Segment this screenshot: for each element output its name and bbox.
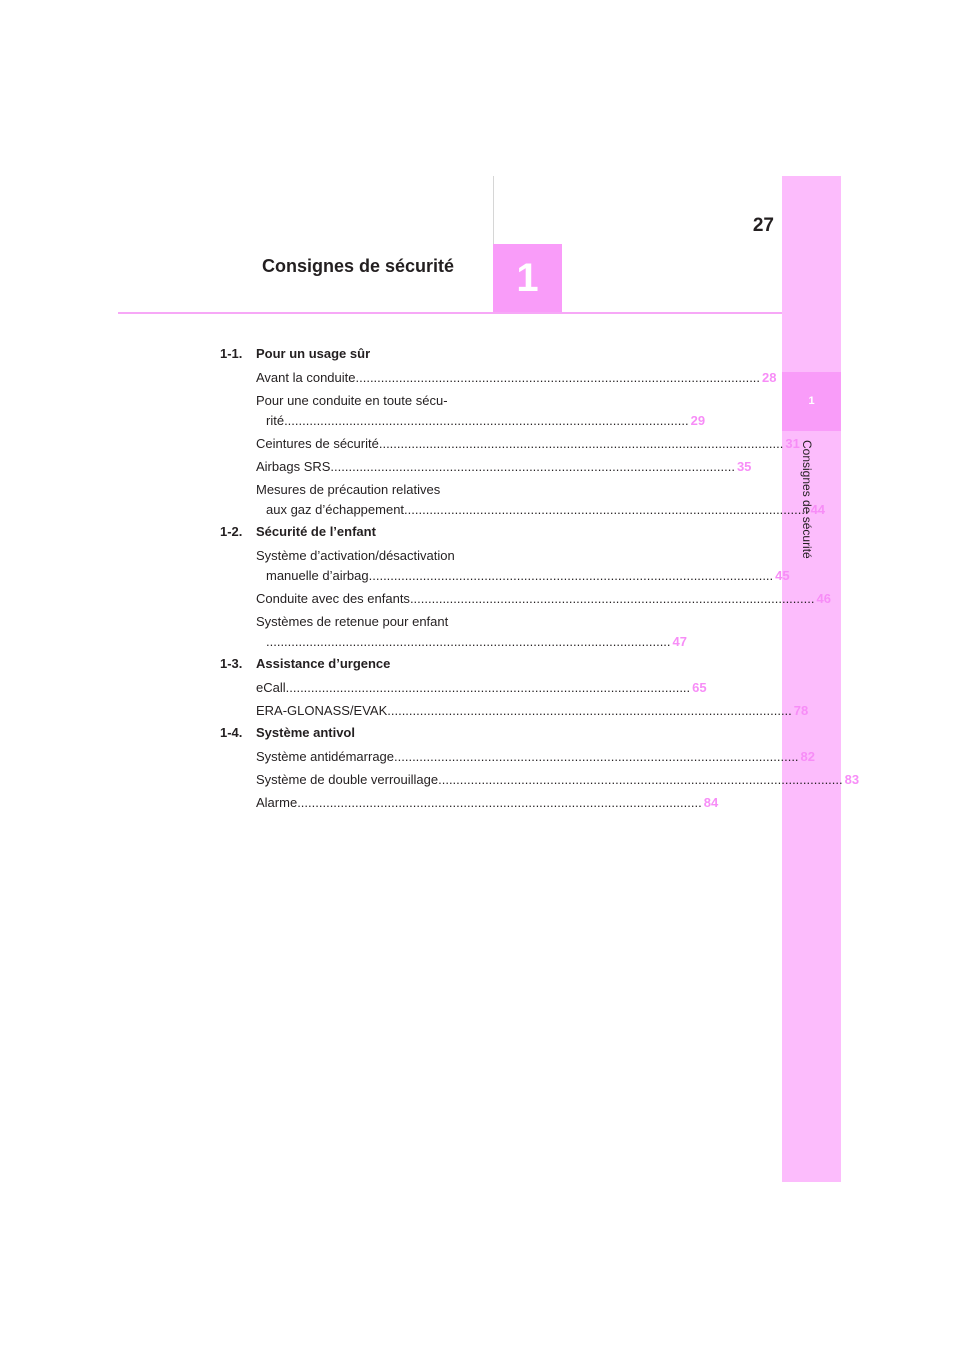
toc-entry-text: Système de double verrouillage — [256, 772, 439, 787]
toc-entry[interactable] — [220, 391, 706, 431]
toc-section-heading — [220, 345, 468, 368]
leader-dots — [394, 747, 799, 767]
leader-dots — [330, 457, 735, 477]
toc-entry-line — [256, 457, 752, 477]
toc-entry-text: Airbags SRS — [256, 459, 331, 474]
toc-section-heading — [220, 724, 468, 747]
leader-dots — [369, 566, 774, 586]
leader-dots — [356, 368, 761, 388]
side-tab-label: Consignes de sécurité — [800, 440, 814, 559]
toc-section-title: Pour un usage sûr — [256, 346, 371, 361]
leader-dots — [379, 434, 784, 454]
leader-dots — [297, 793, 702, 813]
leader-dots — [266, 632, 671, 652]
toc-entry-text: eCall — [256, 680, 286, 695]
leader-dots — [410, 589, 815, 609]
toc-section-heading — [220, 655, 468, 678]
chapter-number-box — [493, 244, 562, 313]
toc-page-link[interactable]: 29 — [690, 413, 706, 428]
toc-entry[interactable] — [220, 589, 831, 609]
toc-entry-text: aux gaz d’échappement — [266, 502, 405, 517]
header-divider — [493, 176, 494, 244]
toc-page-link[interactable]: 65 — [692, 680, 707, 695]
toc-entry-line — [256, 500, 826, 520]
toc-entry[interactable] — [220, 368, 777, 388]
toc-section-number: 1-3. — [220, 656, 243, 671]
toc-page-link[interactable]: 45 — [775, 568, 790, 583]
toc-entry-line — [256, 411, 706, 431]
toc-entry[interactable] — [220, 793, 719, 813]
toc-entry[interactable] — [220, 457, 752, 477]
toc-entry-line — [256, 747, 816, 767]
chapter-number: 1 — [516, 256, 539, 300]
toc-page-link[interactable]: 35 — [736, 459, 752, 474]
toc-section-number: 1-2. — [220, 524, 243, 539]
toc-entry-line — [256, 770, 860, 790]
toc-entry-text: Mesures de précaution relatives — [256, 482, 441, 497]
toc-entry-text: Système antidémarrage — [256, 749, 395, 764]
toc-page-link[interactable]: 78 — [793, 703, 809, 718]
toc-page-link[interactable]: 82 — [800, 749, 816, 764]
toc-entry-text: Avant la conduite — [256, 370, 356, 385]
toc-entry[interactable] — [220, 701, 809, 721]
side-tab[interactable] — [782, 176, 841, 1182]
leader-dots — [387, 701, 792, 721]
toc-entry-line — [256, 632, 687, 652]
toc-entry-text: ERA-GLONASS/EVAK — [256, 703, 388, 718]
toc-page-link[interactable]: 46 — [816, 591, 831, 606]
toc-entry[interactable] — [220, 434, 800, 454]
toc-entry-text: Alarme — [256, 795, 298, 810]
side-tab-number: 1 — [808, 395, 815, 407]
header-rule — [118, 312, 782, 314]
toc-entry-line — [256, 434, 800, 454]
toc-entry-line — [256, 701, 809, 721]
toc-section-heading — [220, 523, 468, 546]
leader-dots — [286, 678, 691, 698]
leader-dots — [404, 500, 809, 520]
toc-section-number: 1-1. — [220, 346, 243, 361]
toc-entry-text: Ceintures de sécurité — [256, 436, 379, 451]
toc-entry-line — [256, 566, 790, 586]
toc-section-title: Assistance d’urgence — [256, 656, 391, 671]
toc-entry-text: Système d’activation/désactivation — [256, 548, 455, 563]
toc-section-number: 1-4. — [220, 725, 243, 740]
toc-page-link[interactable]: 84 — [703, 795, 719, 810]
toc-entry[interactable] — [220, 546, 790, 586]
toc-entry[interactable] — [220, 480, 826, 520]
leader-dots — [438, 770, 843, 790]
toc-entry-text: manuelle d’airbag — [266, 568, 369, 583]
toc-entry-text: Systèmes de retenue pour enfant — [256, 614, 449, 629]
toc-page-link[interactable]: 44 — [810, 502, 826, 517]
toc-entry[interactable] — [220, 770, 860, 790]
toc-entry-text: Conduite avec des enfants — [256, 591, 410, 606]
toc-entry[interactable] — [220, 747, 816, 767]
toc-entry[interactable] — [220, 612, 687, 652]
toc-entry-line — [256, 589, 831, 609]
toc-entry-text: rité — [266, 413, 285, 428]
toc-entry-line — [256, 793, 719, 813]
toc-entry-line — [256, 678, 707, 698]
toc-entry-text: Pour une conduite en toute sécu- — [256, 393, 448, 408]
leader-dots — [284, 411, 689, 431]
toc-entry[interactable] — [220, 678, 707, 698]
toc-section-title: Système antivol — [256, 725, 355, 740]
toc-page-link[interactable]: 31 — [785, 436, 800, 451]
toc-section-title: Sécurité de l’enfant — [256, 524, 376, 539]
toc-page-link[interactable]: 47 — [672, 634, 687, 649]
toc-page-link[interactable]: 28 — [762, 370, 777, 385]
chapter-title: Consignes de sécurité — [262, 256, 455, 276]
side-tab-number-box[interactable] — [782, 372, 841, 431]
page-number: 27 — [752, 215, 774, 236]
toc-entry-line — [256, 368, 777, 388]
toc-page-link[interactable]: 83 — [844, 772, 860, 787]
